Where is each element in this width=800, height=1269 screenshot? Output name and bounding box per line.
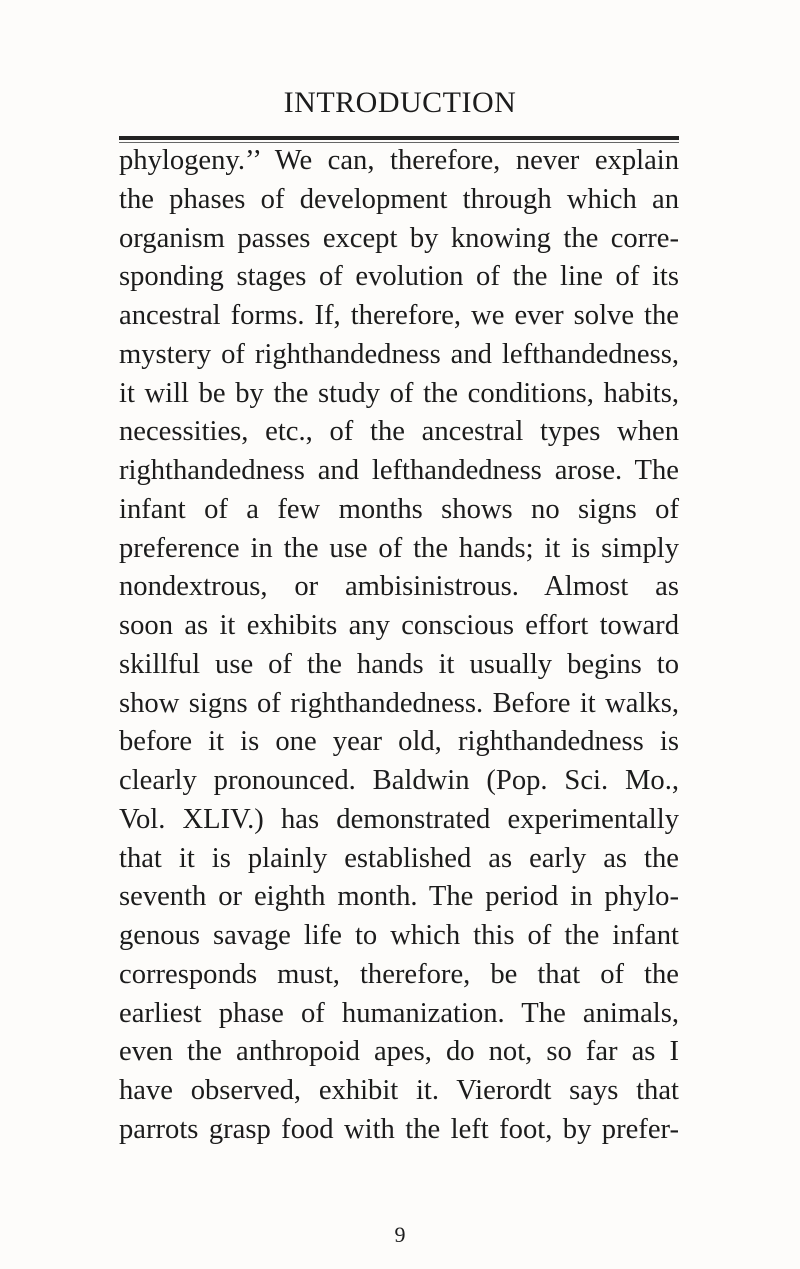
text-line: earliest phase of humanization. The animals, (119, 997, 679, 1029)
body-text (119, 142, 679, 1150)
running-head: INTRODUCTION (283, 86, 517, 119)
text-line: infant of a few months shows no signs of (119, 493, 679, 525)
text-line: Vol. XLIV.) has demonstrated experimentally (119, 803, 679, 835)
header-rule (119, 136, 679, 140)
text-line: nondextrous, or ambisinistrous. Almost as (119, 571, 679, 603)
text-line: clearly pronounced. Baldwin (Pop. Sci. Mo., (119, 765, 679, 796)
text-line: preference in the use of the hands; it is simply (119, 532, 679, 564)
text-line: even the anthropoid apes, do not, so far as I (119, 1036, 679, 1068)
text-line: mystery of righthandedness and lefthandedness, (119, 338, 679, 370)
text-line: corresponds must, therefore, be that of the (119, 958, 679, 990)
text-line: sponding stages of evolution of the line of its (119, 261, 679, 293)
text-line: necessities, etc., of the ancestral types when (119, 416, 679, 448)
text-line: that it is plainly established as early as the (119, 842, 679, 874)
text-line: before it is one year old, righthandedness is (119, 726, 679, 758)
text-line: righthandedness and lefthandedness arose. The (119, 455, 679, 486)
text-line: have observed, exhibit it. Vierordt says that (119, 1075, 679, 1106)
text-line: show signs of righthandedness. Before it walks, (119, 687, 679, 719)
text-line: ancestral forms. If, therefore, we ever solve the (119, 300, 679, 331)
text-line: soon as it exhibits any conscious effort toward (119, 610, 679, 641)
text-line: the phases of development through which an (119, 183, 679, 215)
text-line: seventh or eighth month. The period in phylo- (119, 881, 679, 913)
text-line: phylogeny.’’ We can, therefore, never explain (119, 145, 679, 176)
text-line: organism passes except by knowing the corre- (119, 222, 679, 254)
text-line: genous savage life to which this of the infant (119, 920, 679, 951)
text-line: it will be by the study of the conditions, habits, (119, 377, 679, 409)
page-number: 9 (394, 1222, 406, 1247)
text-line: skillful use of the hands it usually begins to (119, 648, 679, 680)
text-line: parrots grasp food with the left foot, by prefer- (119, 1113, 679, 1145)
